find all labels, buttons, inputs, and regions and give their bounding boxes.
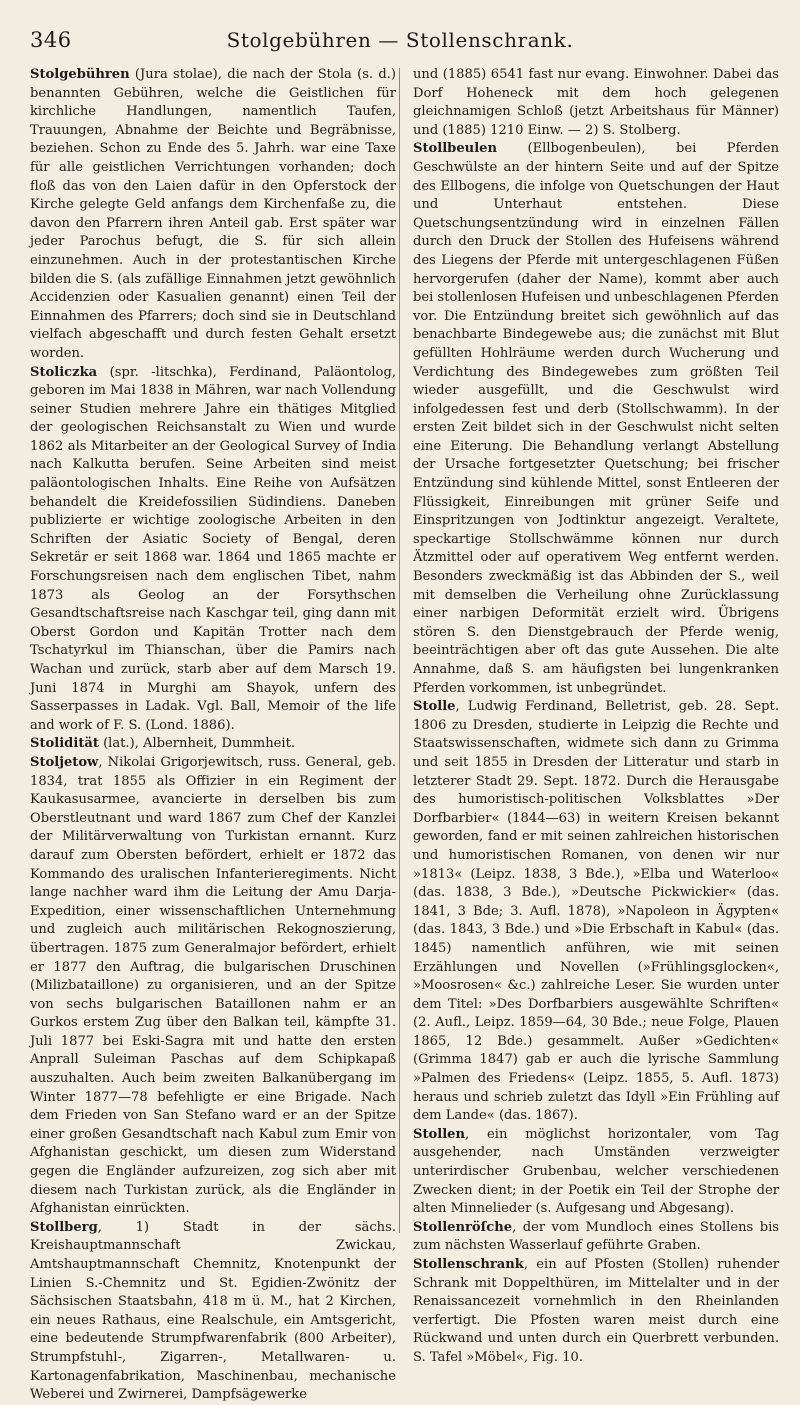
entry-stolle <box>413 698 779 1126</box>
entry-stollberg-continued <box>413 66 779 140</box>
entry-lemma: Stolgebühren <box>30 67 130 82</box>
entry-lemma: Stoljetow <box>30 754 99 770</box>
entry-stoljetow <box>30 754 396 1219</box>
entry-text: , der vom Mundloch eines Stollens bis zum nächsten Wasserlauf geführte Graben. <box>413 1219 779 1254</box>
entry-text: (lat.), Albernheit, Dummheit. <box>98 736 296 752</box>
entry-lemma: Stolle <box>413 699 456 715</box>
entry-text: (Jura stolae), die nach der Stola (s. d.) benannten Gebühren, welche die Geistlichen für kirchliche Handlungen, namentlich Taufen, Trauungen, Abnahme der Beichte und Begräbnisse, beziehen. Schon zu Ende des 5. Jahrh. war eine Taxe für alle geistlichen Verrichtungen vorhanden; doch floß das von den Laien dafür in den Opferstock der Kirche gelegte Geld anfangs dem Kirchenfaße zu, die davon den Pfarrern ihren Anteil gab. Erst später war jeder Parochus befugt, die S. für sich allein einzunehmen. Auch in der protestantischen Kirche bilden die S. (als zufällige Einnahmen jetzt gewöhnlich Accidenzien oder Kasualien genannt) einen Teil der Einnahmen des Pfarrers; doch sind sie in Deutschland vielfach abgeschafft und durch festen Gehalt ersetzt worden. <box>30 67 396 361</box>
entry-stollenschrank <box>413 1256 779 1368</box>
entry-text: (Ellbogenbeulen), bei Pferden Geschwülste an der hintern Seite und auf der Spitze des Ellbogens, die infolge von Quetschungen der Haut und Unterhaut entstehen. Diese Quetschungsentzündung wird in einzelnen Fällen durch den Druck der Stollen des Hufeisens während des Liegens der Pferde mit untergeschlagenen Füßen hervorgerufen (daher der Name), kommt aber auch bei stollenlosen Hufeisen und unbeschlagenen Pferden vor. Die Entzündung breitet sich gewöhnlich auf das benachbarte Bindegewebe aus; die zunächst mit Blut gefüllten Hohlräume werden durch Wucherung und Verdichtung des Bindegewebes zum größten Teil wieder ausgefüllt, und die Geschwulst wird infolgedessen fest und derb (Stollschwamm). In der ersten Zeit bildet sich in der Geschwulst nicht selten eine Eiterung. Die Behandlung verlangt Abstellung der Ursache fortgesetzter Quetschung; bei frischer Entzündung sind kühlende Mittel, sonst Entleeren der Flüssigkeit, Einreibungen mit grüner Seife und Einspritzungen von Jodtinktur angezeigt. Veraltete, speckartige Stollschwämme können nur durch Ätzmittel oder auf operativem Weg entfernt werden. Besonders zweckmäßig ist das Abbinden der S., weil mit demselben die Verheilung ohne Zurücklassung einer narbigen Deformität erzielt wird. Übrigens stören S. den Dienstgebrauch der Pferde wenig, beeinträchtigen aber oft das gute Aussehen. Die alte Annahme, daß S. am häufigsten bei lungenkranken Pferden vorkommen, ist unbegründet. <box>413 141 779 696</box>
entry-stollbeulen <box>413 140 779 698</box>
entry-text: , Nikolai Grigorjewitsch, russ. General, geb. 1834, trat 1855 als Offizier in ein Regiment der Kaukasusarmee, avancierte in derselben bis zum Oberstleutnant und ward 1867 zum Chef der Kanzlei der Militärverwaltung von Turkistan ernannt. Kurz darauf zum Obersten befördert, erhielt er 1872 das Kommando des uralischen Infanterieregiments. Nicht lange nachher ward ihm die Leitung der Amu Darja-Expedition, einer wissenschaftlichen Unternehmung und zugleich auch militärischen Rekognoszierung, übertragen. 1875 zum Generalmajor befördert, erhielt er 1877 den Auftrag, die bulgarischen Druschinen (Milizbataillone) zu organisieren, und an der Spitze von sechs bulgarischen Bataillonen nahm er an Gurkos erstem Zug über den Balkan teil, kämpfte 31. Juli 1877 bei Eski-Sagra mit und hatte den ersten Anprall Suleiman Paschas auf dem Schipkapaß auszuhalten. Auch beim zweiten Balkanübergang im Winter 1877—78 befehligte er eine Brigade. Nach dem Frieden von San Stefano ward er an der Spitze einer großen Gesandtschaft nach Kabul zum Emir von Afghanistan geschickt, um diesen zum Widerstand gegen die Engländer aufzureizen, zog sich aber mit diesem nach Turkistan zurück, als die Engländer in Afghanistan einrückten. <box>30 754 396 1217</box>
page-number: 346 <box>30 28 72 52</box>
entry-lemma: Stolidität <box>30 736 99 752</box>
entry-stolgebuehren <box>30 66 396 364</box>
page-header <box>0 0 800 70</box>
left-column <box>30 66 396 1405</box>
running-head: Stolgebühren — Stollenschrank. <box>226 28 574 52</box>
entry-lemma: Stollenschrank <box>413 1257 524 1272</box>
entry-lemma: Stollbeulen <box>413 141 498 157</box>
entry-text: und (1885) 6541 fast nur evang. Einwohner. Dabei das Dorf Hoheneck mit dem hoch gelegenen gleichnamigen Schloß (jetzt Arbeitshaus für Männer) und (1885) 1210 Einw. — 2) S. Stolberg. <box>413 67 779 138</box>
entry-lemma: Stoliczka <box>30 364 98 380</box>
entry-lemma: Stollenröſche <box>413 1219 513 1235</box>
entry-text: , ein auf Pfosten (Stollen) ruhender Schrank mit Doppelthüren, im Mittelalter und in der Renaissancezeit vornehmlich in den Rheinlanden verfertigt. Die Pfosten waren meist durch eine Rückwand und unten durch ein Querbrett verbunden. S. Tafel »Möbel«, Fig. 10. <box>413 1257 779 1365</box>
entry-stoliditaet <box>30 735 396 754</box>
entry-lemma: Stollen <box>413 1126 466 1142</box>
entry-text: , Ludwig Ferdinand, Belletrist, geb. 28. Sept. 1806 zu Dresden, studierte in Leipzig die Rechte und Staatswissenschaften, widmete sich dann zu Grimma und seit 1855 in Dresden der Litteratur und starb in letzterer Stadt 29. Sept. 1872. Durch die Herausgabe des humoristisch-politischen Volksblattes »Der Dorfbarbier« (1844—63) in weitern Kreisen bekannt geworden, fand er mit seinen zahlreichen historischen und humoristischen Romanen, von denen wir nur »1813« (Leipz. 1838, 3 Bde.), »Elba und Waterloo« (das. 1838, 3 Bde.), »Deutsche Pickwickier« (das. 1841, 3 Bde; 3. Aufl. 1878), »Napoleon in Ägypten« (das. 1843, 3 Bde.) und »Die Erbschaft in Kabul« (das. 1845) namentlich anführen, wie mit seinen Erzählungen und Novellen (»Frühlingsglocken«, »Moosrosen« &c.) zahlreiche Leser. Sie wurden unter dem Titel: »Des Dorfbarbiers ausgewählte Schriften« (2. Aufl., Leipz. 1859—64, 30 Bde.; neue Folge, Plauen 1865, 12 Bde.) gesammelt. Außer »Gedichten« (Grimma 1847) gab er auch die lyrische Sammlung »Palmen des Friedens« (Leipz. 1855, 5. Aufl. 1873) heraus und schrieb zuletzt das Idyll »Ein Frühling auf dem Lande« (das. 1867). <box>413 699 779 1124</box>
entry-stollberg <box>30 1219 396 1405</box>
entry-stollen <box>413 1126 779 1219</box>
entry-text: , 1) Stadt in der sächs. Kreishauptmannschaft Zwickau, Amtshauptmannschaft Chemnitz, Knotenpunkt der Linien S.-Chemnitz und St. Egidien-Zwönitz der Sächsischen Staatsbahn, 418 m ü. M., hat 2 Kirchen, ein neues Rathaus, eine Realschule, ein Amtsgericht, eine bedeutende Strumpfwarenfabrik (800 Arbeiter), Strumpfstuhl-, Zigarren-, Metallwaren- u. Kartonagenfabrikation, Maschinenbau, mechanische Weberei und Zwirnerei, Dampfsägewerke <box>30 1219 396 1403</box>
entry-stollenroesche <box>413 1219 779 1256</box>
entry-text: , ein möglichst horizontaler, vom Tag ausgehender, nach Umständen verzweigter unterirdischer Grubenbau, welcher verschiedenen Zwecken dient; in der Poetik ein Teil der Strophe der alten Minnelieder (s. Aufgesang und Abgesang). <box>413 1126 779 1217</box>
column-divider <box>399 68 400 1233</box>
right-column <box>413 66 779 1368</box>
entry-lemma: Stollberg <box>30 1219 98 1235</box>
entry-text: (spr. -litschka), Ferdinand, Paläontolog, geboren im Mai 1838 in Mähren, war nach Vollendung seiner Studien mehrere Jahre ein thätiges Mitglied der geologischen Reichsanstalt zu Wien und wurde 1862 als Mitarbeiter an der Geological Survey of India nach Kalkutta berufen. Seine Arbeiten sind meist paläontologischen Inhalts. Eine Reihe von Aufsätzen behandelt die Kreidefossilien Südindiens. Daneben publizierte er wichtige zoologische Arbeiten in den Schriften der Asiatic Society of Bengal, deren Sekretär er seit 1868 war. 1864 und 1865 machte er Forschungsreisen nach dem englischen Tibet, nahm 1873 als Geolog an der Forsythschen Gesandtschaftsreise nach Kaschgar teil, ging dann mit Oberst Gordon und Kapitän Trotter nach dem Tschatyrkul im Thianschan, über die Pamirs nach Wachan und zurück, starb aber auf dem Marsch 19. Juni 1874 in Murghi am Shayok, unfern des Sasserpasses in Ladak. Vgl. Ball, Memoir of the life and work of F. S. (Lond. 1886). <box>30 364 396 733</box>
entry-stoliczka <box>30 364 396 736</box>
